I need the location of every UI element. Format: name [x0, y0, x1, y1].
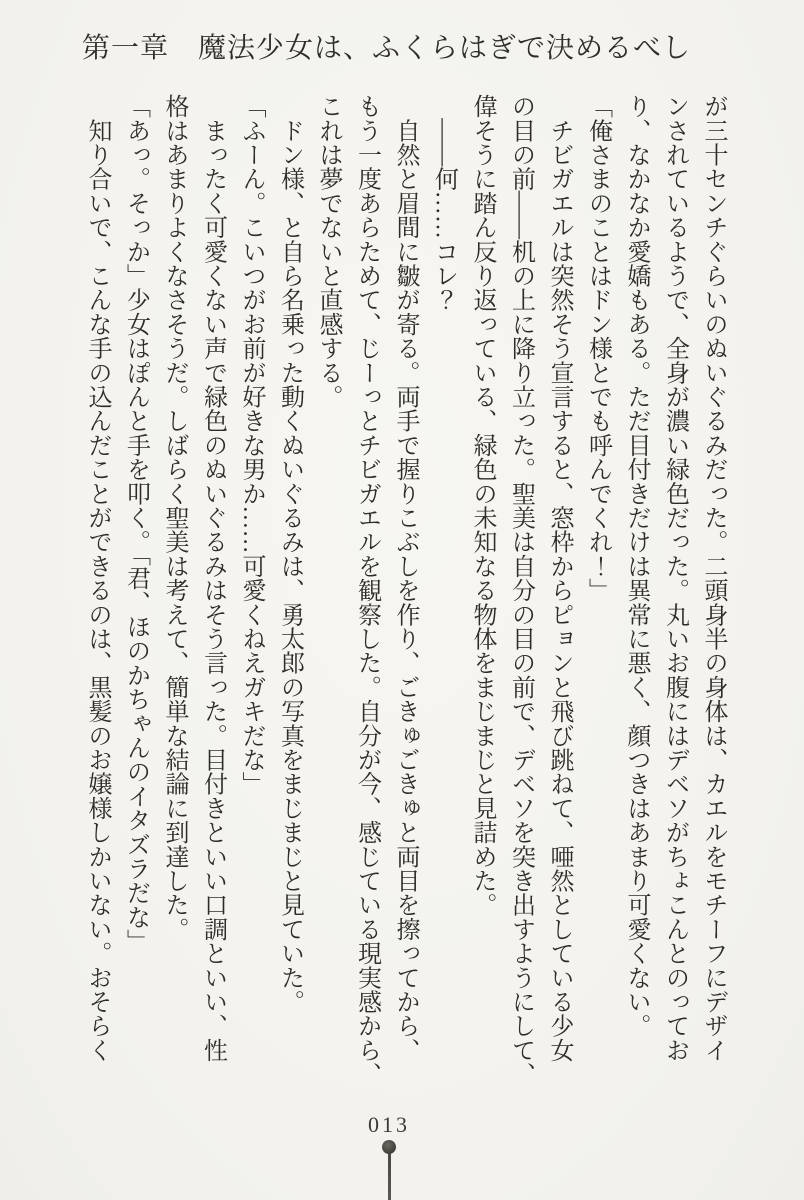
- pin-head-icon: [382, 1140, 396, 1154]
- text-column: 「ふーん。こいつがお前が好きな男か……可愛くねえガキだな」: [238, 94, 264, 796]
- text-column: 知り合いで、こんな手の込んだことができるのは、黒髪のお嬢様しかいない。おそらく: [84, 94, 110, 1062]
- text-column: 格はあまりよくなさそうだ。しばらく聖美は考えて、簡単な結論に到達した。: [161, 94, 187, 941]
- page-number: 013: [368, 1112, 410, 1137]
- text-column: 自然と眉間に皺が寄る。両手で握りこぶしを作り、ごきゅごきゅと両目を擦ってから、: [392, 94, 418, 1062]
- text-column: が三十センチぐらいのぬいぐるみだった。二頭身半の身体は、カエルをモチーフにデザイ: [700, 94, 726, 1062]
- text-column: り、なかなか愛嬌もある。ただ目付きだけは異常に悪く、顔つきはあまり可愛くない。: [623, 94, 649, 1038]
- text-column: ドン様、と自ら名乗った動くぬいぐるみは、勇太郎の写真をまじまじと見ていた。: [276, 94, 303, 1014]
- chapter-header: 第一章 魔法少女は、ふくらはぎで決めるべし: [82, 33, 692, 64]
- text-column: 「俺さまのことはドン様とでも呼んでくれ！」: [584, 94, 611, 603]
- page-footer: [0, 1112, 778, 1138]
- text-column: の目の前――机の上に降り立った。聖美は自分の目の前で、デベソを突き出すようにして、: [507, 94, 534, 1087]
- text-column: まったく可愛くない声で緑色のぬいぐるみはそう言った。目付きといい口調といい、性: [199, 94, 226, 1062]
- text-column: もう一度あらためて、じーっとチビガエルを観察した。自分が今、感じている現実感から、: [353, 94, 380, 1087]
- text-column: チビガエルは突然そう宣言すると、窓枠からピョンと飛び跳ねて、唖然としている少女: [546, 94, 572, 1062]
- text-column: ――何……コレ？: [430, 94, 457, 312]
- body-text: [78, 94, 733, 1087]
- text-column: 「あっ。そっか」少女はぽんと手を叩く。「君、ほのかちゃんのイタズラだな」: [122, 94, 149, 954]
- pin-stem: [388, 1153, 391, 1200]
- text-column: ンされているようで、全身が濃い緑色だった。丸いお腹にはデベソがちょこんとのってお: [661, 94, 688, 1062]
- text-column: 偉そうに踏ん反り返っている、緑色の未知なる物体をまじまじと見詰めた。: [469, 94, 495, 917]
- text-column: これは夢でないと直感する。: [315, 94, 341, 409]
